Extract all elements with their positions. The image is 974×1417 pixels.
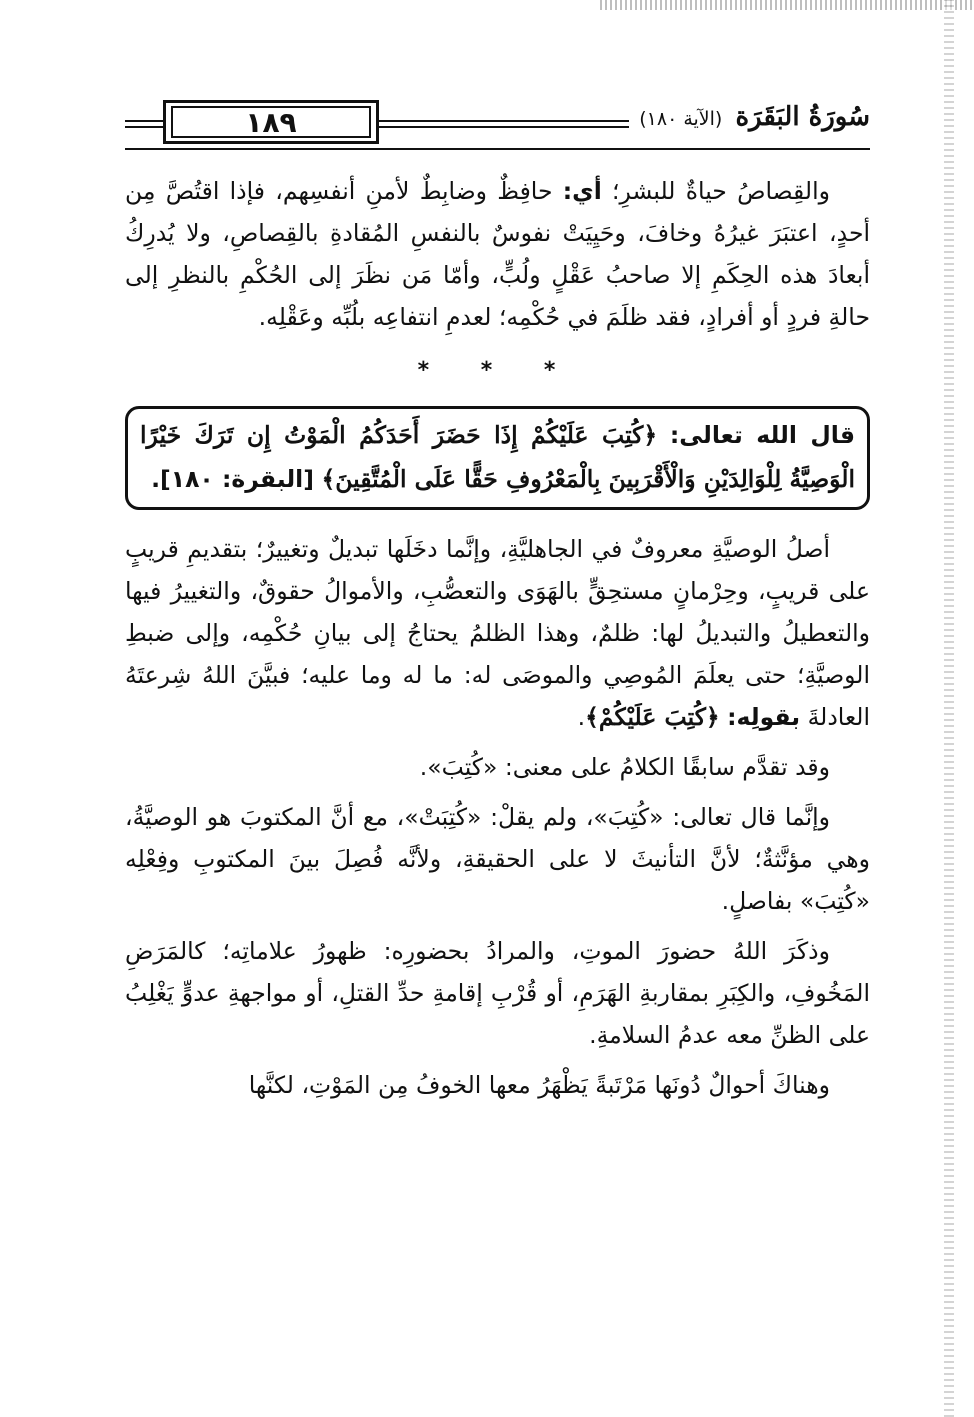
verse-box [125,406,870,510]
text-run: حافِظٌ وضابِطٌ لأمنِ أنفسِهم، فإذا اقتُصَّ مِن أحدٍ، اعتبَرَ غيرُهُ وخافَ، وحَيِيَتْ نفوسٌ بالنفسِ المُقادةِ بالقِصاصِ، ولا يُدرِكُ أبعادَ هذه الحِكَمِ إلا صاحبُ عَقْلٍ ولُبٍّ، وأمّا مَن نظَرَ إلى الحُكْمِ بالنظرِ إلى حالةِ فردٍ أو أفرادٍ، فقد ظلَمَ في حُكْمِه؛ لعدمِ انتفاعِه بلُبِّه وعَقْلِه. [125,177,870,331]
paragraph-lesser-states: وهناكَ أحوالٌ دُونَها مَرْتَبةً يَظْهَرُ معها الخوفُ مِن المَوْتِ، لكنَّها [248,1071,830,1099]
scan-edge-right [944,0,954,1417]
running-head [629,102,870,132]
ayah-reference: (الآية ١٨٠) [639,108,723,130]
paragraph-qisas [125,170,870,338]
verse-text: ﴿كُتِبَ عَلَيْكُمْ إِذَا حَضَرَ أَحَدَكُمُ الْمَوْتُ إِن تَرَكَ خَيْرًا الْوَصِيَّةُ لِلْوَالِدَيْنِ وَالْأَقْرَبِينَ بِالْمَعْرُوفِ حَقًّا عَلَى الْمُتَّقِينَ﴾ [140,421,855,493]
scan-edge-top [600,0,974,10]
bold-term: بقولِه: [727,703,801,731]
verse-reference: [البقرة: ١٨٠]. [151,465,314,493]
text-run: والقِصاصُ حياةٌ للبشرِ؛ [612,177,830,205]
page-header [125,96,870,156]
paragraph-wasiyya-origin [125,528,870,738]
text-run: . [577,703,586,731]
text-run: أصلُ الوصيَّةِ معروفٌ في الجاهليَّةِ، وإنَّما دخَلَها تبديلٌ وتغييرٌ؛ بتقديمِ قريبٍ على قريبٍ، وحِرْمانٍ مستحِقٍّ بالهَوَى والتعصُّبِ، والأموالُ حقوقٌ، والتغييرُ فيها والتعطيلُ والتبديلُ لها: ظلمٌ، وهذا الظلمُ يحتاجُ إلى بيانِ حُكْمِه، وإلى ضبطِ الوصيَّةِ؛ حتى يعلَمَ المُوصِي والموصَى له: ما له وما عليه؛ فبيَّنَ اللهُ شِرعتَهُ العادلةَ [125,535,870,731]
paragraph-death-presence: وذكَرَ اللهُ حضورَ الموتِ، والمرادُ بحضورِه: ظهورُ علاماتِه؛ كالمَرَضِ المَخُوفِ، والكِبَرِ بمقاربةِ الهَرَمِ، أو قُرْبِ إقامةِ حدِّ القتلِ، أو مواجهةِ عدوٍّ يَغْلِبُ على الظنِّ معه عدمُ السلامةِ. [125,937,870,1049]
section-separator: * * * [417,358,578,383]
quran-quote: ﴿كُتِبَ عَلَيْكُمْ﴾ [585,703,720,731]
header-rule-bottom [125,148,870,150]
paragraph-kutiba-grammar: وإنَّما قال تعالى: «كُتِبَ»، ولم يقلْ: «كُتِبَتْ»، مع أنَّ المكتوبَ هو الوصيَّةُ، وهي مؤنَّثةٌ؛ لأنَّ التأنيثَ لا على الحقيقةِ، ولأنَّه فُصِلَ بينَ المكتوبِ وفِعْلِه «كُتِبَ» بفاصلٍ. [125,803,870,915]
page-body [125,170,870,1106]
paragraph-kutiba-meaning: وقد تقدَّم سابقًا الكلامُ على معنى: «كُتِبَ». [419,753,830,781]
verse-lead: قال الله تعالى: [669,421,855,449]
page-number: ١٨٩ [245,105,297,139]
bold-term: أي: [562,177,602,205]
surah-name: سُورَةُ البَقَرَة [735,102,870,132]
page-number-box [163,100,379,144]
